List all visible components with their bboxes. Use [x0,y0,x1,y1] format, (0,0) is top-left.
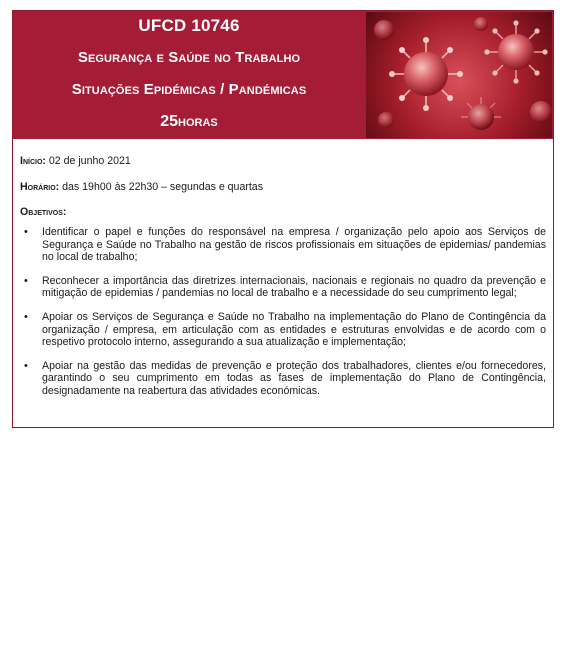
schedule-label: Horário: [20,181,60,193]
objective-text: Apoiar os Serviços de Segurança e Saúde no Trabalho na implementação do Plano de Contingência da organização / empresa, em articulação com as entidades e estruturas envolvidas e de acordo com o respetivo protocolo interno, assegurando a sua atualização e implementação; [42,310,546,349]
list-item [20,275,546,300]
list-item [20,360,546,398]
bullet-icon: • [24,226,28,238]
list-item [20,226,546,264]
list-item [20,311,546,349]
coronavirus-illustration-icon [366,12,552,138]
schedule-value: das 19h00 às 22h30 – segundas e quartas [62,181,263,193]
objective-text: Reconhecer a importância das diretrizes internacionais, nacionais e regionais no quadro da prevenção e mitigação de epidemias / pandemias no local de trabalho e a necessidade do seu cumprimento legal; [42,274,546,300]
course-subtitle: Situações Epidémicas / Pandémicas [71,81,307,98]
course-card [12,10,554,428]
objective-text: Identificar o papel e funções do responsável na empresa / organização pelo apoio aos Serviços de Segurança e Saúde no Trabalho na gestão de riscos profissionais em situações de epidemias/ pandemias no local de trabalho; [42,226,546,264]
course-hours [13,113,365,131]
coronavirus-image [366,12,552,138]
bullet-icon: • [24,359,28,372]
schedule-row [20,180,263,194]
header-title-block [13,11,365,139]
hours-number: 25 [160,113,179,130]
start-date-label: Início: [20,155,46,167]
hours-word: horas [178,113,218,130]
start-date-row [20,154,131,168]
objectives-list [20,226,546,409]
course-header [13,11,553,139]
course-code: UFCD 10746 [138,16,240,35]
objective-text: Apoiar na gestão das medidas de prevenção e proteção dos trabalhadores, clientes e/ou fornecedores, garantindo o seu cumprimento em todas as fases de implementação do Plano de Contingência, designadamente na reabertura das atividades económicas. [42,359,546,397]
bullet-icon: • [24,274,28,287]
objectives-label: Objetivos: [20,206,67,218]
course-title: Segurança e Saúde no Trabalho [77,49,301,66]
bullet-icon: • [24,310,28,323]
start-date-value: 02 de junho 2021 [48,155,131,167]
objectives-heading [20,205,66,219]
